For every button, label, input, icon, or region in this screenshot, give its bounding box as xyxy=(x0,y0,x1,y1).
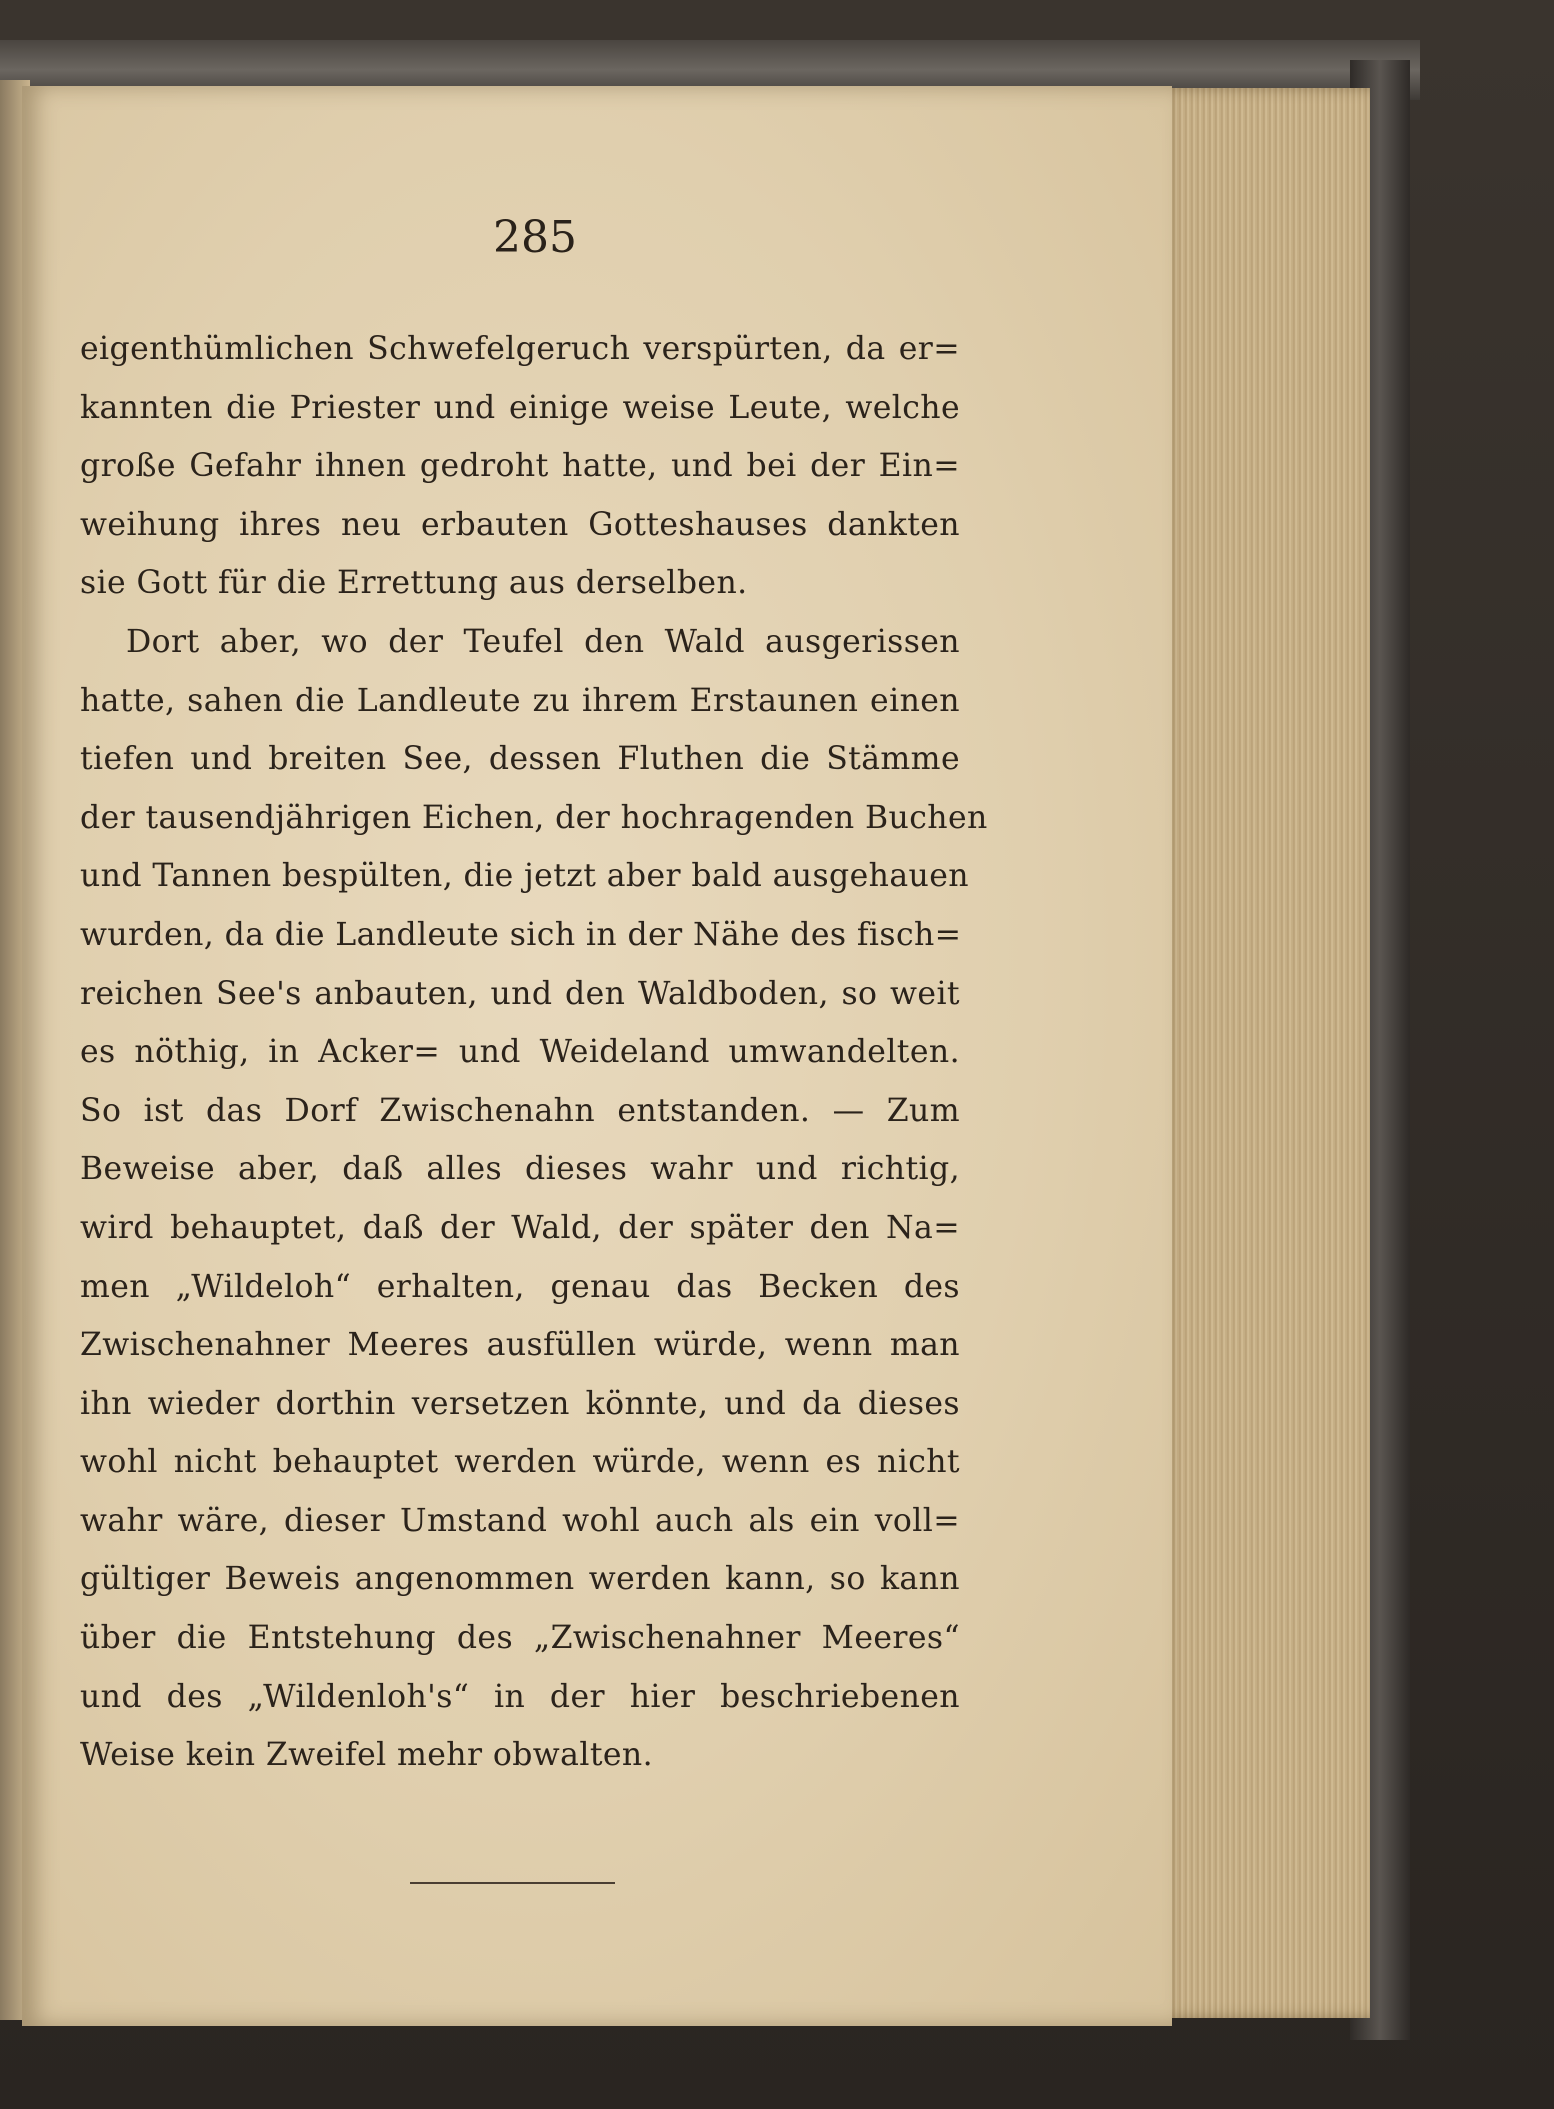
text-line: So ist das Dorf Zwischenahn entstanden. — Zum xyxy=(80,1092,960,1129)
page-block-edges xyxy=(1160,88,1370,2018)
text-line: wohl nicht behauptet werden würde, wenn es nicht xyxy=(80,1444,960,1481)
body-text xyxy=(80,320,988,1785)
text-line: und Tannen bespülten, die jetzt aber bald ausgehauen xyxy=(80,858,969,895)
text-line: es nöthig, in Acker= und Weideland umwandelten. xyxy=(80,1034,960,1071)
text-line: wahr wäre, dieser Umstand wohl auch als ein voll= xyxy=(80,1502,960,1539)
text-line: tiefen und breiten See, dessen Fluthen die Stämme xyxy=(80,741,960,778)
text-line: men „Wildeloh“ erhalten, genau das Becken des xyxy=(80,1268,960,1305)
text-line: eigenthümlichen Schwefelgeruch verspürten, da er= xyxy=(80,331,960,367)
text-line: sie Gott für die Errettung aus derselben. xyxy=(80,565,748,602)
text-line: der tausendjährigen Eichen, der hochragenden Buchen xyxy=(80,799,988,836)
text-line: reichen See's anbauten, und den Waldboden, so weit xyxy=(80,975,960,1012)
page-number: 285 xyxy=(493,212,577,263)
text-line: weihung ihres neu erbauten Gotteshauses dankten xyxy=(80,506,960,543)
end-rule xyxy=(410,1882,615,1884)
text-line: große Gefahr ihnen gedroht hatte, und bei der Ein= xyxy=(80,448,960,485)
text-line: Dort aber, wo der Teufel den Wald ausgerissen xyxy=(126,623,960,660)
text-line: Beweise aber, daß alles dieses wahr und richtig, xyxy=(80,1151,960,1188)
text-line: hatte, sahen die Landleute zu ihrem Erstaunen einen xyxy=(80,682,960,719)
text-line: Zwischenahner Meeres ausfüllen würde, wenn man xyxy=(80,1327,960,1364)
text-line: wurden, da die Landleute sich in der Nähe des fisch= xyxy=(80,916,962,953)
text-line: über die Entstehung des „Zwischenahner Meeres“ xyxy=(80,1620,960,1657)
text-line: und des „Wildenloh's“ in der hier beschriebenen xyxy=(80,1678,960,1715)
text-line: Weise kein Zweifel mehr obwalten. xyxy=(80,1737,654,1774)
text-line: gültiger Beweis angenommen werden kann, so kann xyxy=(80,1561,960,1598)
text-line: kannten die Priester und einige weise Leute, welche xyxy=(80,389,960,426)
text-line: wird behauptet, daß der Wald, der später den Na= xyxy=(80,1209,960,1246)
text-line: ihn wieder dorthin versetzen könnte, und da dieses xyxy=(80,1385,960,1422)
